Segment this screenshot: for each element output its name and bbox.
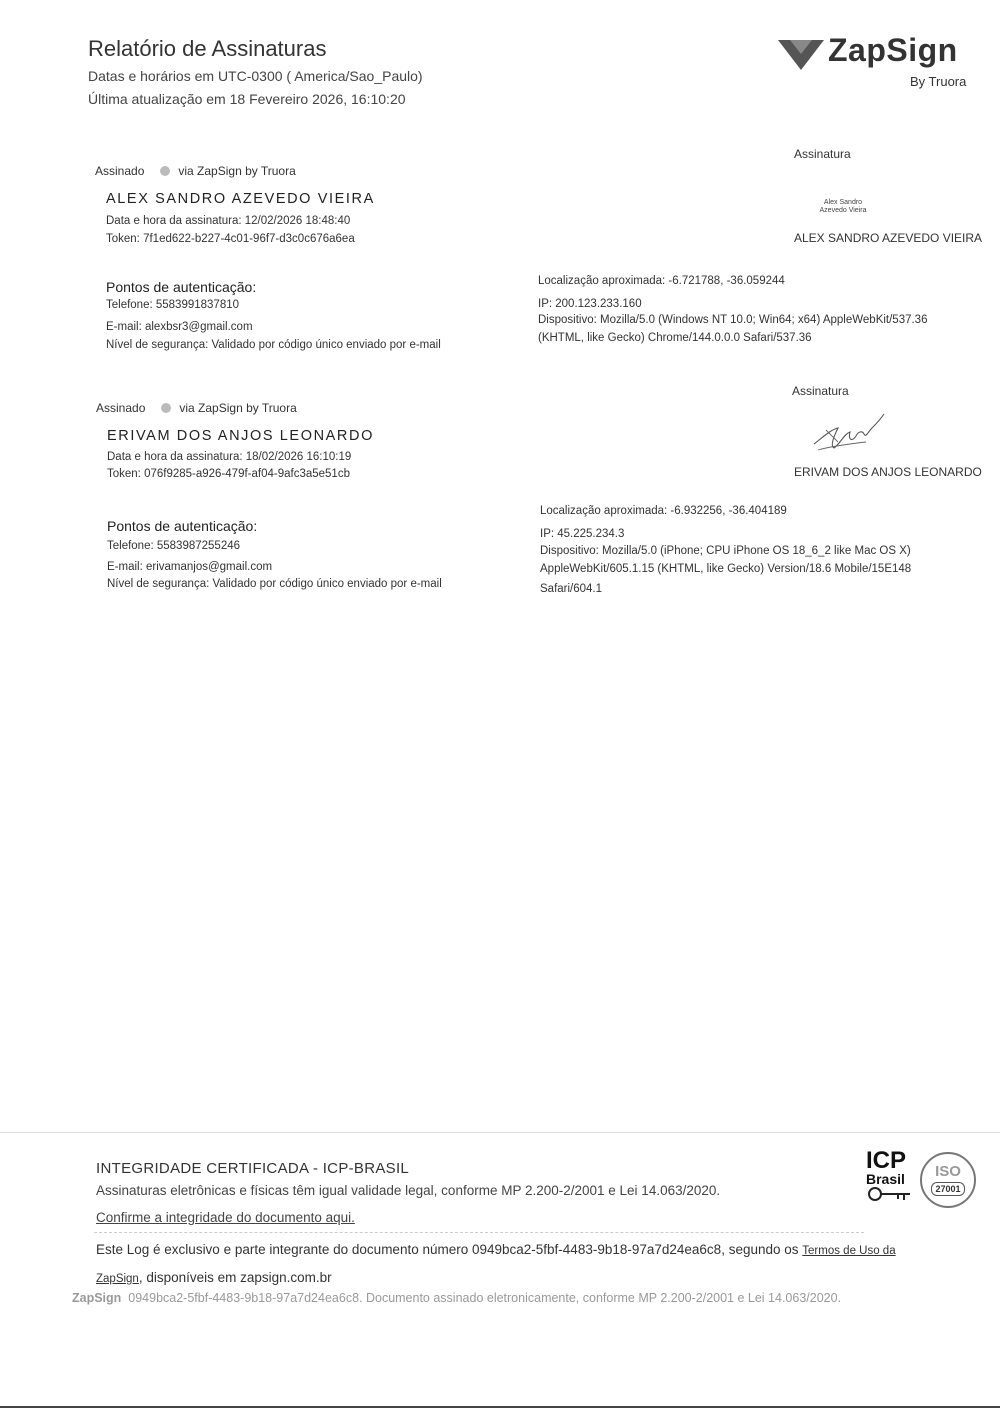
timezone-line: Datas e horários em UTC-0300 ( America/Sao_Paulo): [88, 68, 423, 84]
auth-email: E-mail: erivamanjos@gmail.com: [107, 561, 273, 573]
electronic-stamp-line: [72, 1291, 841, 1305]
auth-security-level: Nível de segurança: Validado por código único enviado por e-mail: [107, 578, 442, 590]
key-icon: [866, 1186, 912, 1202]
terms-link-zapsign[interactable]: ZapSign: [96, 1273, 139, 1285]
signature-name: ALEX SANDRO AZEVEDO VIEIRA: [794, 231, 983, 245]
logo-wordmark: ZapSign: [828, 32, 958, 68]
terms-link[interactable]: Termos de Uso da: [802, 1245, 896, 1257]
signer-status-row: [96, 401, 297, 415]
icp-text: ICP: [866, 1147, 907, 1174]
signature-datetime: Data e hora da assinatura: 12/02/2026 18:48:40: [106, 215, 351, 227]
icp-brasil-logo: [866, 1147, 918, 1214]
zapsign-triangle-icon: [776, 38, 826, 72]
signer-status-row: [95, 164, 296, 178]
auth-phone: Telefone: 5583987255246: [107, 540, 241, 552]
signature-label: Assinatura: [794, 147, 851, 161]
iso-badge: [920, 1152, 976, 1208]
shield-check-icon: [160, 166, 170, 176]
device-line-2: (KHTML, like Gecko) Chrome/144.0.0.0 Safari/537.36: [538, 332, 812, 344]
report-title: Relatório de Assinaturas: [88, 36, 327, 61]
ip-address: IP: 200.123.233.160: [538, 298, 642, 310]
shield-check-icon: [161, 403, 171, 413]
confirm-integrity-link[interactable]: Confirme a integridade do documento aqui.: [96, 1210, 355, 1225]
footer-divider: [94, 1232, 864, 1233]
auth-security-level: Nível de segurança: Validado por código único enviado por e-mail: [106, 339, 441, 351]
signature-label: Assinatura: [792, 384, 849, 398]
auth-phone: Telefone: 5583991837810: [106, 299, 240, 311]
device-line-2: AppleWebKit/605.1.15 (KHTML, like Gecko) Version/18.6 Mobile/15E148: [540, 563, 912, 575]
device-line-1: Dispositivo: Mozilla/5.0 (Windows NT 10.0; Win64; x64) AppleWebKit/537.36: [538, 314, 928, 326]
via-label: via ZapSign by Truora: [178, 164, 296, 178]
zapsign-logo: [776, 34, 976, 94]
logo-byline: By Truora: [910, 74, 967, 89]
signer-name: ERIVAM DOS ANJOS LEONARDO: [107, 428, 374, 444]
signer-name: ALEX SANDRO AZEVEDO VIEIRA: [106, 191, 375, 207]
signed-status: Assinado: [96, 401, 146, 415]
iso-number: 27001: [931, 1182, 965, 1196]
updated-line: Última atualização em 18 Fevereiro 2026, 16:10:20: [88, 91, 406, 107]
approx-location: Localização aproximada: -6.932256, -36.404189: [540, 505, 787, 517]
auth-email: E-mail: alexbsr3@gmail.com: [106, 321, 253, 333]
device-line-3: Safari/604.1: [540, 583, 603, 595]
handwritten-signature: [808, 408, 888, 458]
via-label: via ZapSign by Truora: [179, 401, 297, 415]
signature-token: Token: 7f1ed622-b227-4c01-96f7-d3c0c676a6ea: [106, 233, 355, 245]
ip-address: IP: 45.225.234.3: [540, 528, 625, 540]
signed-status: Assinado: [95, 164, 145, 178]
integrity-title: INTEGRIDADE CERTIFICADA - ICP-BRASIL: [96, 1160, 410, 1177]
iso-label: ISO: [935, 1163, 961, 1180]
stamp-brand: ZapSign: [72, 1291, 122, 1305]
signature-datetime: Data e hora da assinatura: 18/02/2026 16:10:19: [107, 451, 352, 463]
brasil-text: Brasil: [866, 1171, 905, 1187]
approx-location: Localização aproximada: -6.721788, -36.059244: [538, 275, 785, 287]
integrity-text: Assinaturas eletrônicas e físicas têm igual validade legal, conforme MP 2.200-2/2001 e Lei 14.063/2020.: [96, 1183, 721, 1198]
auth-heading: Pontos de autenticação:: [107, 518, 258, 534]
log-text-line1: Este Log é exclusivo e parte integrante do documento número 0949bca2-5fbf-4483-9b18-97a7d24ea6c8, segundo os Termos de Uso da: [96, 1242, 896, 1257]
signature-name: ERIVAM DOS ANJOS LEONARDO: [794, 465, 982, 479]
stamp-text: 0949bca2-5fbf-4483-9b18-97a7d24ea6c8. Documento assinado eletronicamente, conforme MP 2.200-2/2001 e Lei 14.063/2020.: [128, 1291, 842, 1305]
page-divider: [0, 1132, 1000, 1133]
scan-bottom-edge: [0, 1406, 1000, 1408]
device-line-1: Dispositivo: Mozilla/5.0 (iPhone; CPU iPhone OS 18_6_2 like Mac OS X): [540, 545, 911, 557]
typed-signature: Alex Sandro Azevedo Vieira: [819, 199, 867, 214]
log-text-line2: ZapSign, disponíveis em zapsign.com.br: [96, 1270, 332, 1285]
signature-token: Token: 076f9285-a926-479f-af04-9afc3a5e51cb: [107, 468, 350, 480]
auth-heading: Pontos de autenticação:: [106, 279, 257, 295]
